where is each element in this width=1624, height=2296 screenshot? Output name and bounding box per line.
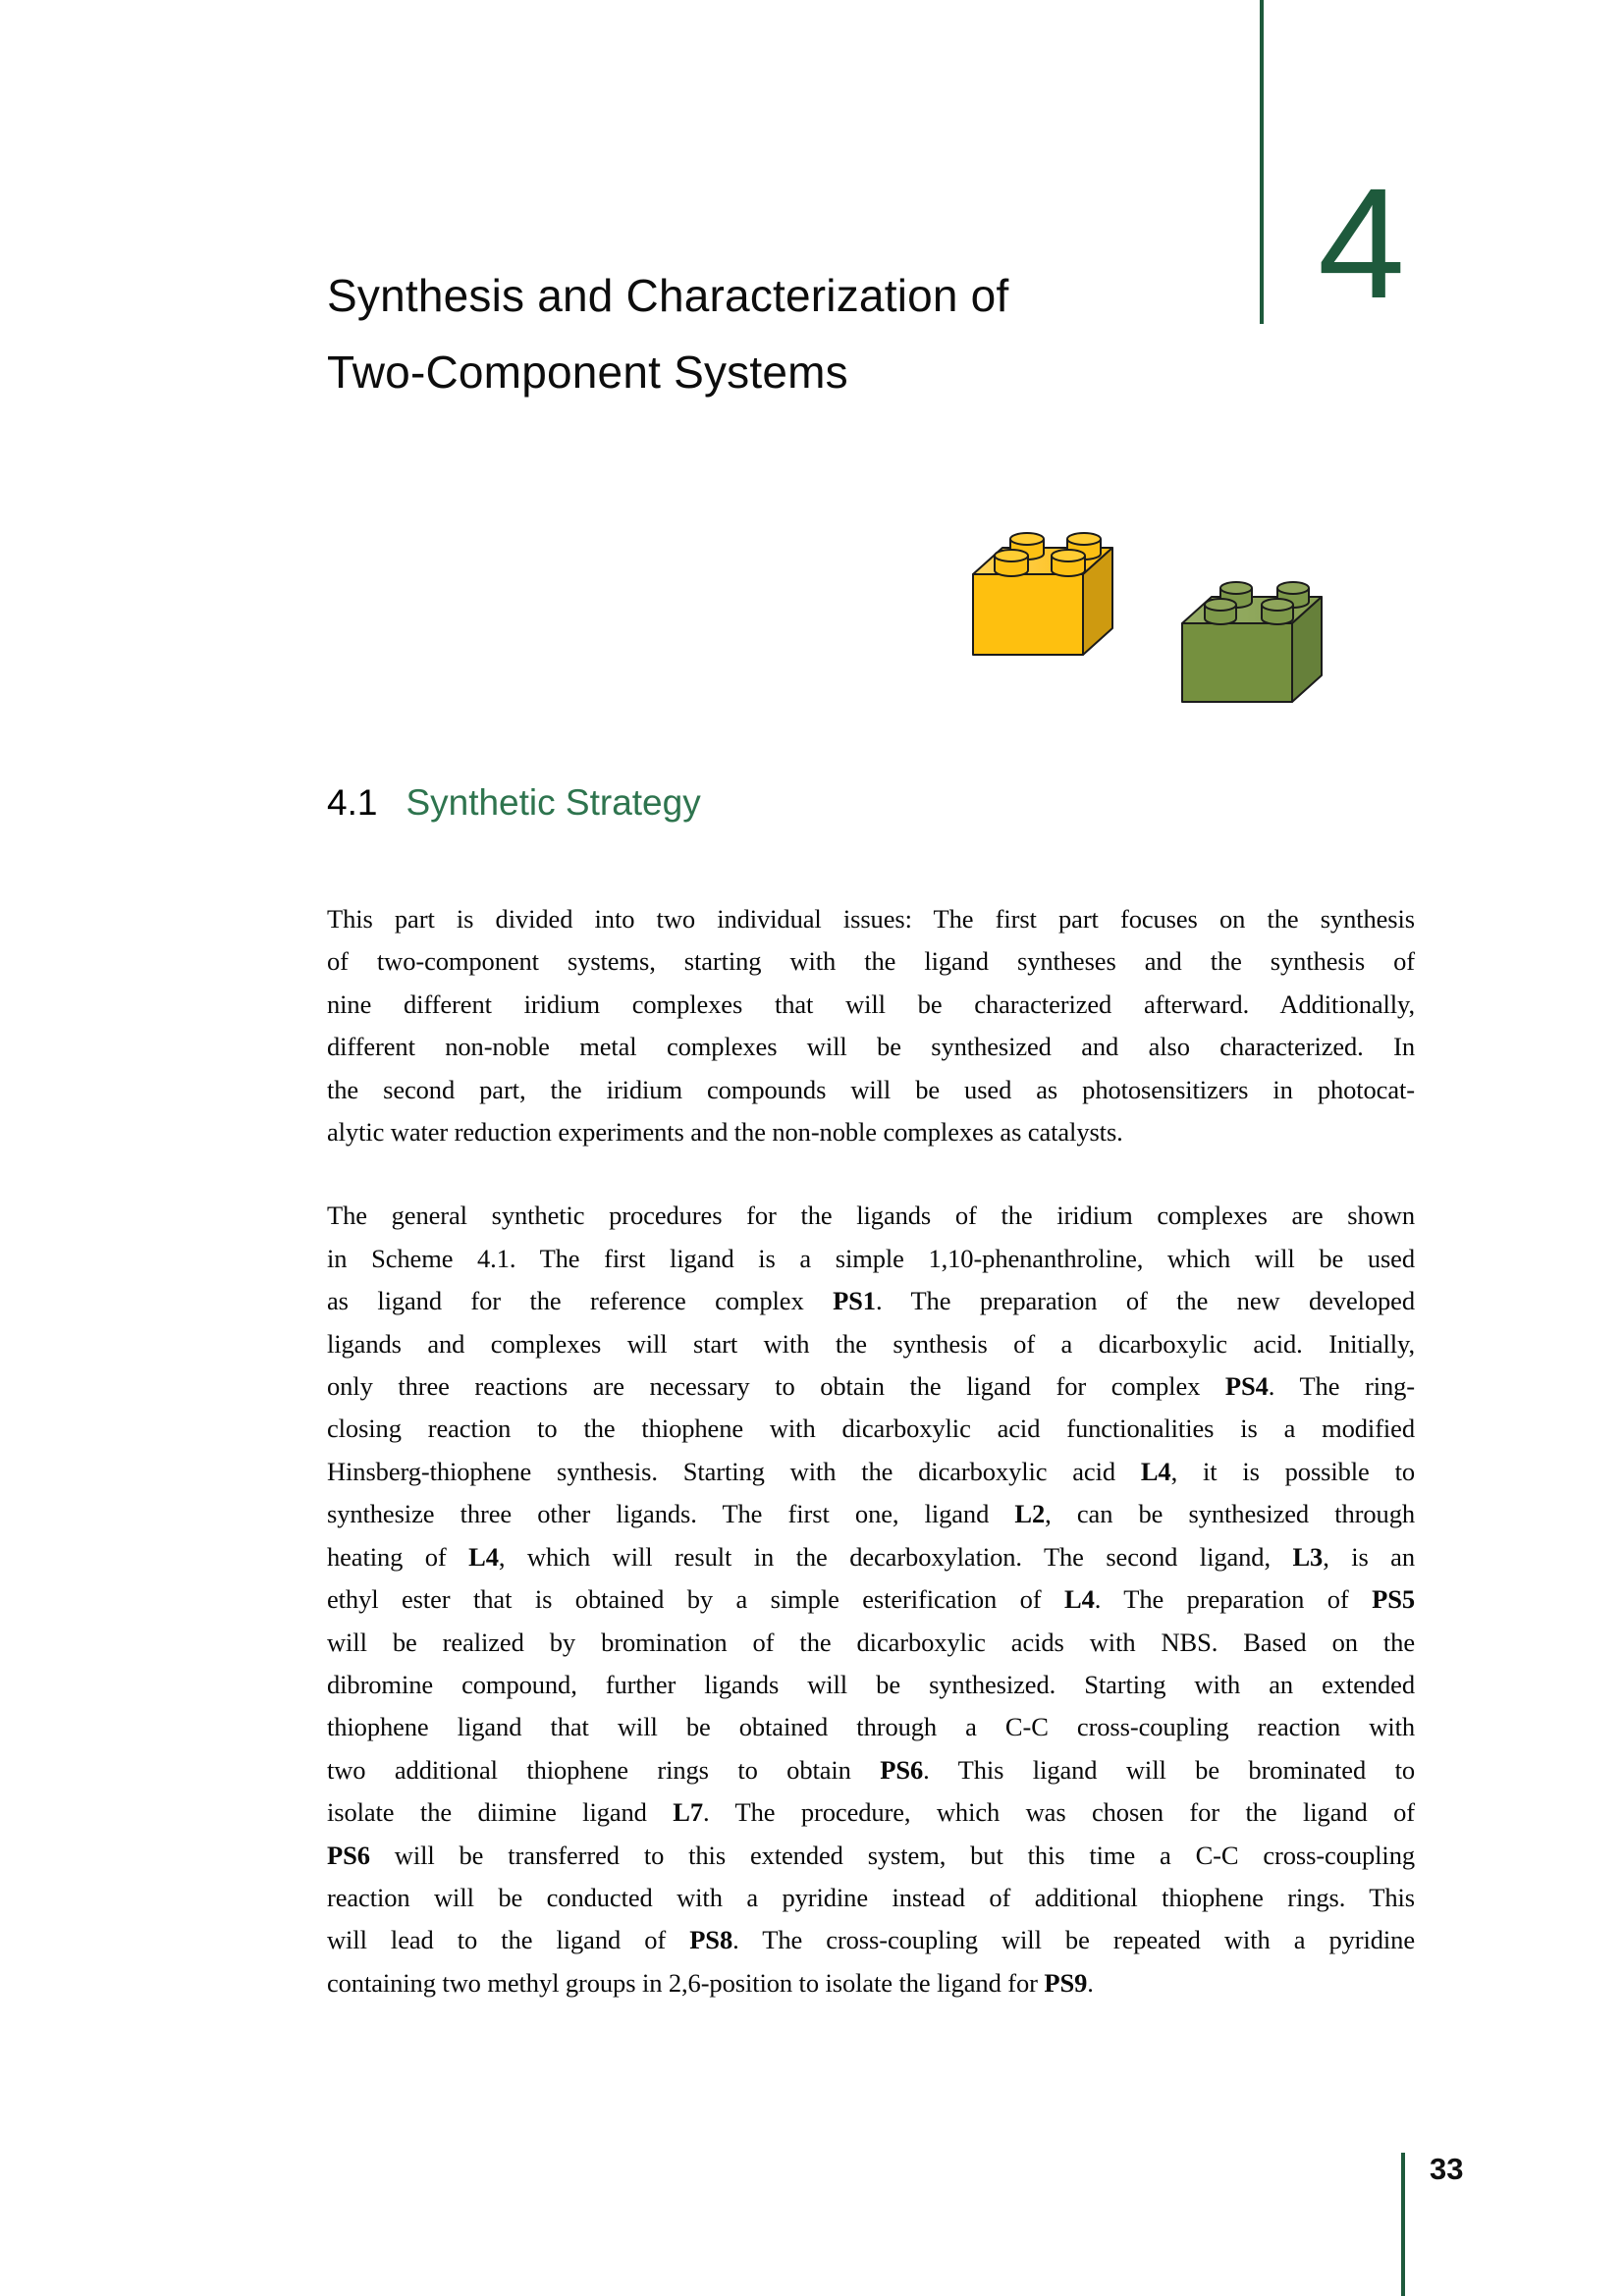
body-line: the second part, the iridium compounds will be used as photosensitizers in photocat- — [327, 1074, 1415, 1104]
body-line: isolate the diimine ligand L7. The procedure, which was chosen for the ligand of — [327, 1797, 1415, 1828]
body-line: The general synthetic procedures for the ligands of the iridium complexes are shown — [327, 1201, 1415, 1231]
body-line: nine different iridium complexes that will be characterized afterward. Additionally, — [327, 988, 1415, 1019]
body-text — [327, 898, 1415, 2004]
paragraph — [327, 898, 1415, 1153]
body-line: This part is divided into two individual issues: The first part focuses on the synthesis — [327, 904, 1415, 934]
compound-label: PS8 — [689, 1925, 733, 1955]
compound-label: PS6 — [327, 1840, 370, 1870]
body-line: synthesize three other ligands. The first one, ligand L2, can be synthesized through — [327, 1499, 1415, 1529]
body-line: containing two methyl groups in 2,6-position to isolate the ligand for PS9. — [327, 1967, 1094, 1998]
body-line: in Scheme 4.1. The first ligand is a simple 1,10-phenanthroline, which will be used — [327, 1243, 1415, 1273]
body-line: dibromine compound, further ligands will be synthesized. Starting with an extended — [327, 1669, 1415, 1699]
body-line: alytic water reduction experiments and the non-noble complexes as catalysts. — [327, 1117, 1123, 1148]
body-line: will be realized by bromination of the dicarboxylic acids with NBS. Based on the — [327, 1627, 1415, 1657]
chapter-number: 4 — [1318, 155, 1405, 331]
section-number: 4.1 — [327, 782, 378, 823]
compound-label: L4 — [1140, 1456, 1171, 1486]
compound-label: L4 — [1064, 1584, 1095, 1615]
compound-label: PS1 — [833, 1286, 876, 1316]
compound-label: L2 — [1014, 1499, 1046, 1529]
body-line: PS6 will be transferred to this extended system, but this time a C-C cross-coupling — [327, 1840, 1415, 1870]
body-line: will lead to the ligand of PS8. The cross-coupling will be repeated with a pyridine — [327, 1925, 1415, 1955]
body-line: different non-noble metal complexes will be synthesized and also characterized. In — [327, 1032, 1415, 1062]
compound-label: PS5 — [1372, 1584, 1415, 1615]
body-line: Hinsberg-thiophene synthesis. Starting with the dicarboxylic acid L4, it is possible to — [327, 1456, 1415, 1486]
compound-label: L3 — [1292, 1541, 1324, 1572]
section-heading — [327, 781, 701, 825]
page-number: 33 — [1430, 2152, 1464, 2186]
paragraph — [327, 1195, 1415, 2004]
body-line: as ligand for the reference complex PS1. The preparation of the new developed — [327, 1286, 1415, 1316]
chapter-title-line1: Synthesis and Characterization of — [327, 270, 1009, 321]
body-line: closing reaction to the thiophene with dicarboxylic acid functionalities is a modified — [327, 1414, 1415, 1444]
body-line: ligands and complexes will start with the synthesis of a dicarboxylic acid. Initially, — [327, 1328, 1415, 1359]
compound-label: PS6 — [880, 1754, 924, 1785]
chapter-title — [327, 257, 1008, 410]
body-line: only three reactions are necessary to obtain the ligand for complex PS4. The ring- — [327, 1371, 1415, 1402]
compound-label: L4 — [468, 1541, 499, 1572]
compound-label: PS9 — [1044, 1967, 1088, 1998]
body-line: reaction will be conducted with a pyridine instead of additional thiophene rings. This — [327, 1882, 1415, 1912]
page-number-rule — [1401, 2153, 1405, 2296]
body-line: of two-component systems, starting with the ligand syntheses and the synthesis of — [327, 946, 1415, 977]
body-line: two additional thiophene rings to obtain PS6. This ligand will be brominated to — [327, 1754, 1415, 1785]
lego-brick-yellow — [973, 533, 1112, 655]
compound-label: L7 — [673, 1797, 704, 1828]
chapter-rule — [1260, 0, 1264, 324]
body-line: heating of L4, which will result in the decarboxylation. The second ligand, L3, is an — [327, 1541, 1415, 1572]
body-line: ethyl ester that is obtained by a simple esterification of L4. The preparation of PS5 — [327, 1584, 1415, 1615]
section-title: Synthetic Strategy — [406, 782, 701, 823]
compound-label: PS4 — [1224, 1371, 1269, 1402]
chapter-title-line2: Two-Component Systems — [327, 347, 848, 398]
lego-bricks-illustration — [962, 525, 1335, 712]
body-line: thiophene ligand that will be obtained through a C-C cross-coupling reaction with — [327, 1712, 1415, 1742]
lego-brick-green — [1182, 582, 1322, 702]
